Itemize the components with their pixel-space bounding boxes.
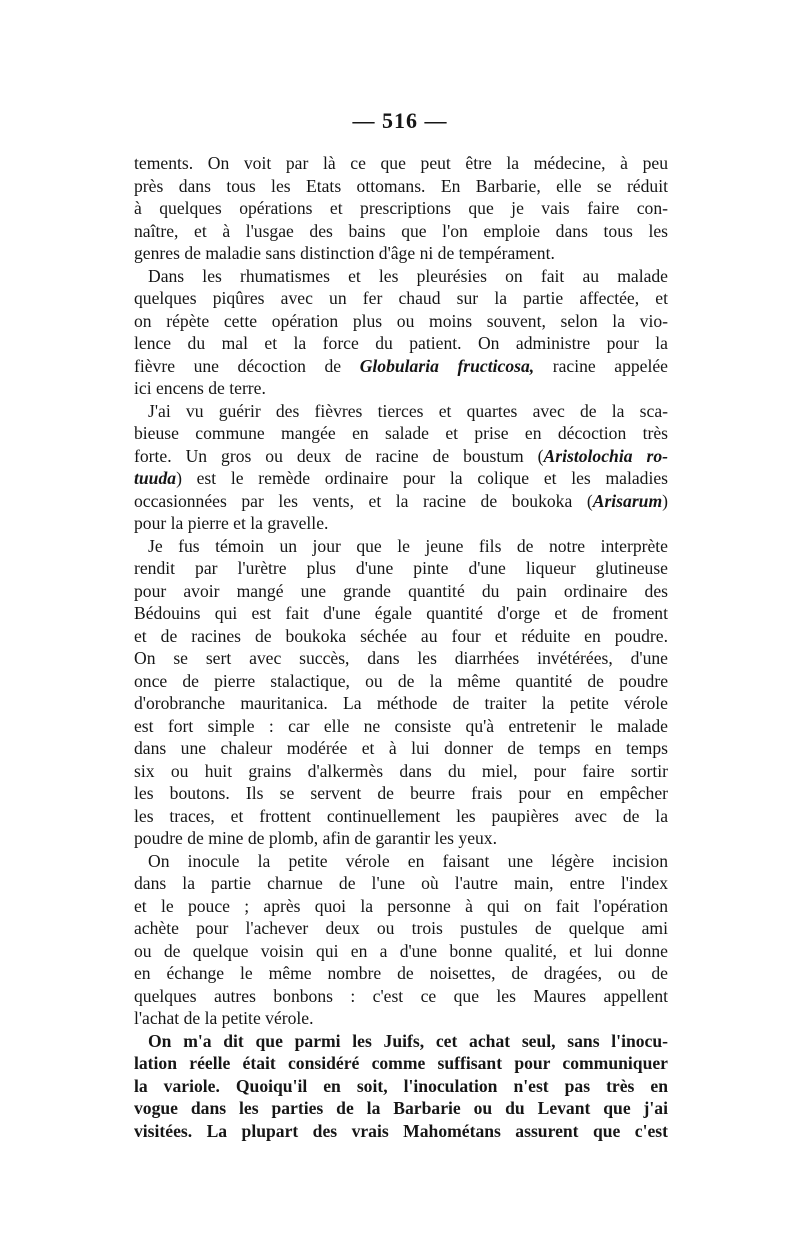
text-line: achète pour l'achever deux ou trois pustules de quelque ami — [134, 918, 668, 938]
text-line: once de pierre stalactique, ou de la même quantité de poudre — [134, 670, 668, 691]
text-line — [134, 490, 668, 513]
body-text — [134, 152, 668, 1142]
text-line: visitées. La plupart des vrais Mahométans assurent que c'est — [134, 1120, 668, 1141]
text-line: quelques piqûres avec un fer chaud sur la partie affectée, et — [134, 288, 668, 308]
text-line: dans une chaleur modérée et à lui donner de temps en temps — [134, 738, 668, 758]
text-line: en échange le même nombre de noisettes, de dragées, ou de — [134, 963, 668, 983]
text-line: quelques autres bonbons : c'est ce que les Maures appellent — [134, 985, 668, 1006]
text-line: lation réelle était considéré comme suffisant pour communiquer — [134, 1053, 668, 1073]
italic-species-name: Arisarum — [592, 490, 663, 511]
text-line: pour la pierre et la gravelle. — [134, 513, 329, 533]
text-run: ) — [662, 490, 668, 511]
text-line: On m'a dit que parmi les Juifs, cet achat seul, sans l'inocu- — [148, 1030, 668, 1051]
text-line: pour avoir mangé une grande quantité du pain ordinaire des — [134, 580, 668, 601]
text-line: les traces, et frottent continuellement les paupières avec de la — [134, 805, 668, 826]
text-line: naître, et à l'usgae des bains que l'on emploie dans tous les — [134, 220, 668, 241]
text-line: à quelques opérations et prescriptions que je vais faire con- — [134, 198, 668, 218]
text-line: six ou huit grains d'alkermès dans du miel, pour faire sortir — [134, 760, 668, 781]
text-run: ) est le remède ordinaire pour la colique et les maladies — [176, 468, 668, 488]
text-run: occasionnées par les vents, et la racine de boukoka ( — [134, 490, 593, 511]
text-line: et le pouce ; après quoi la personne à qui on fait l'opération — [134, 895, 668, 916]
italic-species-name: Globularia fructicosa, — [359, 355, 535, 376]
text-line: ou de quelque voisin qui en a d'une bonne qualité, et lui donne — [134, 940, 668, 961]
text-run: racine appelée — [534, 355, 668, 376]
text-line: près dans tous les Etats ottomans. En Barbarie, elle se réduit — [134, 175, 668, 196]
text-line: bieuse commune mangée en salade et prise en décoction très — [134, 423, 668, 443]
text-line: Bédouins qui est fait d'une égale quantité d'orge et de froment — [134, 603, 668, 623]
text-line: ici encens de terre. — [134, 378, 266, 398]
text-run: fièvre une décoction de — [134, 355, 360, 376]
text-line: rendit par l'urètre plus d'une pinte d'une liqueur glutineuse — [134, 558, 668, 578]
text-line: On se sert avec succès, dans les diarrhées invétérées, d'une — [134, 648, 668, 668]
italic-species-name: tuuda — [134, 468, 177, 488]
text-line: on répète cette opération plus ou moins souvent, selon la vio- — [134, 310, 668, 331]
text-line: J'ai vu guérir des fièvres tierces et quartes avec de la sca- — [148, 400, 668, 421]
text-line: d'orobranche mauritanica. La méthode de traiter la petite vérole — [134, 693, 668, 713]
text-line: poudre de mine de plomb, afin de garantir les yeux. — [134, 828, 497, 848]
text-line: est fort simple : car elle ne consiste qu'à entretenir le malade — [134, 715, 668, 736]
text-line: Je fus témoin un jour que le jeune fils de notre interprète — [148, 535, 668, 556]
text-run: forte. Un gros ou deux de racine de boustum ( — [134, 445, 544, 466]
text-line — [134, 467, 668, 490]
text-line: genres de maladie sans distinction d'âge ni de tempérament. — [134, 243, 555, 263]
text-line: On inocule la petite vérole en faisant une légère incision — [148, 850, 668, 871]
text-line: vogue dans les parties de la Barbarie ou du Levant que j'ai — [134, 1098, 668, 1118]
text-line — [134, 445, 668, 468]
text-line: les boutons. Ils se servent de beurre frais pour en empêcher — [134, 783, 668, 803]
italic-species-name: Aristolochia ro- — [543, 445, 668, 466]
page-number: — 516 — — [352, 108, 448, 133]
text-line: l'achat de la petite vérole. — [134, 1008, 314, 1028]
text-line: lence du mal et la force du patient. On administre pour la — [134, 333, 668, 353]
text-line: tements. On voit par là ce que peut être la médecine, à peu — [134, 153, 668, 173]
text-line: dans la partie charnue de l'une où l'autre main, entre l'index — [134, 873, 668, 893]
text-line: Dans les rhumatismes et les pleurésies on fait au malade — [148, 265, 668, 286]
text-line — [134, 355, 668, 378]
text-line: la variole. Quoiqu'il en soit, l'inoculation n'est pas très en — [134, 1075, 668, 1096]
text-line: et de racines de boukoka séchée au four et réduite en poudre. — [134, 625, 668, 646]
